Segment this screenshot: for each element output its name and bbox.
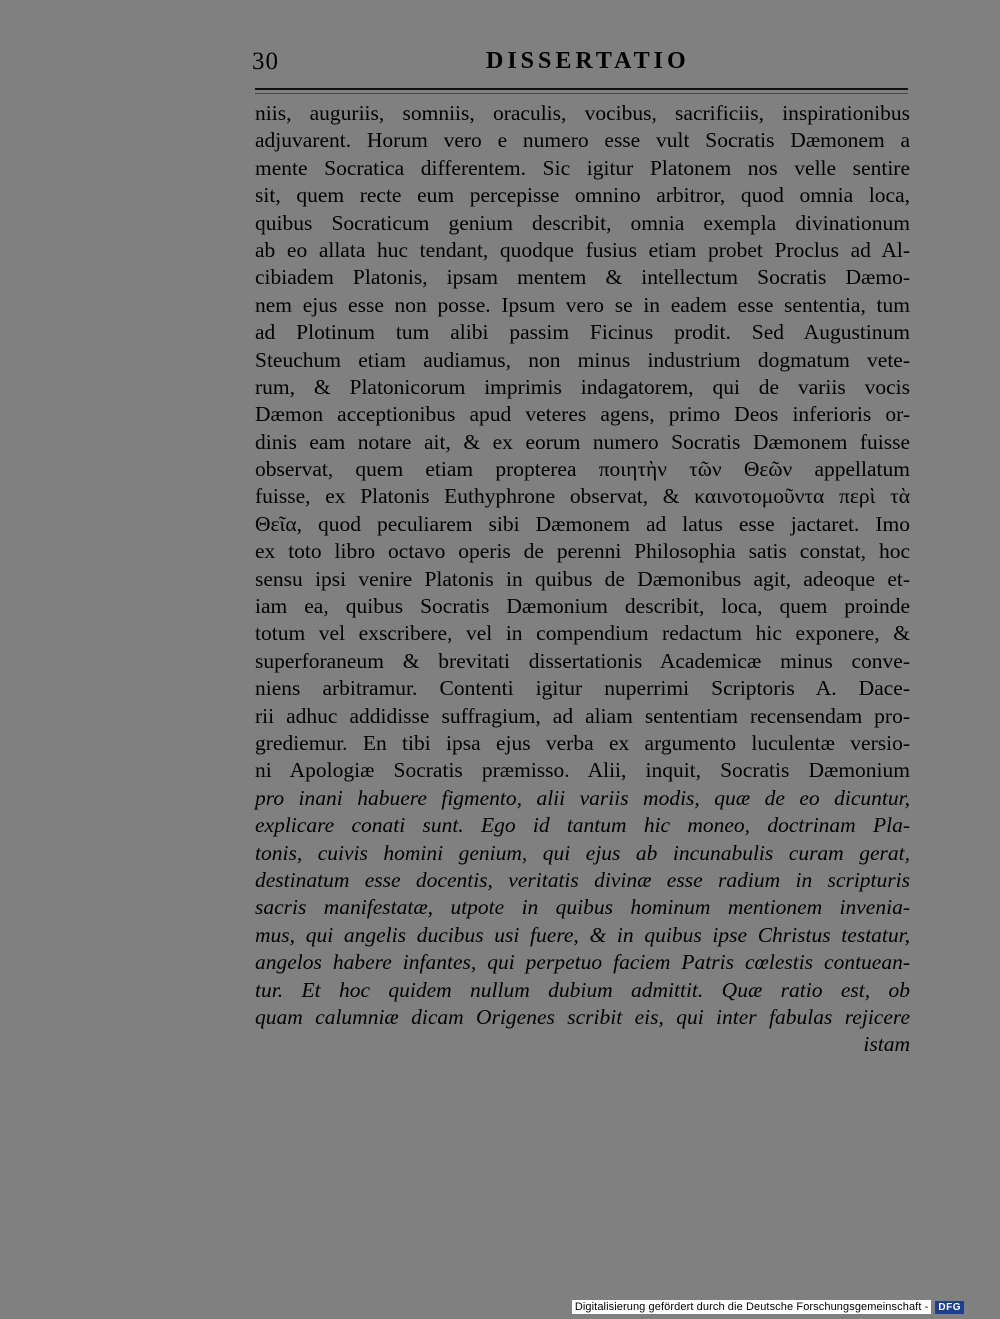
footer: [572, 1300, 964, 1314]
text-line: ad Plotinum tum alibi passim Ficinus prodit. Sed Augustinum: [255, 320, 910, 345]
text-line: grediemur. En tibi ipsa ejus verba ex argumento luculentæ versio-: [255, 730, 910, 755]
funding-note: Digitalisierung gefördert durch die Deutsche Forschungsgemeinschaft -: [572, 1300, 932, 1314]
text-line: ab eo allata huc tendant, quodque fusius etiam probet Proclus ad Al-: [255, 237, 910, 262]
text-line: ex toto libro octavo operis de perenni Philosophia satis constat, hoc: [255, 539, 910, 564]
text-line: ni Apologiæ Socratis præmisso. Alii, inquit, Socratis Dæmonium: [255, 758, 910, 783]
page-number: 30: [252, 48, 279, 75]
text-line: tur. Et hoc quidem nullum dubium admittit. Quæ ratio est, ob: [255, 977, 910, 1002]
text-line: destinatum esse docentis, veritatis divinæ esse radium in scripturis: [255, 867, 910, 892]
text-line: quibus Socraticum genium describit, omnia exempla divinationum: [255, 210, 910, 235]
text-line: mus, qui angelis ducibus usi fuere, & in quibus ipse Christus testatur,: [255, 922, 910, 947]
text-line: Steuchum etiam audiamus, non minus industrium dogmatum vete-: [255, 347, 910, 372]
text-line: iam ea, quibus Socratis Dæmonium describit, loca, quem proinde: [255, 594, 910, 619]
text-line: sensu ipsi venire Platonis in quibus de Dæmonibus agit, adeoque et-: [255, 566, 910, 591]
text-line: observat, quem etiam propterea ποιητὴν τῶν Θεῶν appellatum: [255, 457, 910, 482]
body-text: [255, 100, 910, 1059]
dfg-logo-icon: DFG: [935, 1301, 964, 1314]
text-line: niens arbitramur. Contenti igitur nuperrimi Scriptoris A. Dace-: [255, 676, 910, 701]
text-line: sit, quem recte eum percepisse omnino arbitror, quod omnia loca,: [255, 183, 910, 208]
text-line: rii adhuc addidisse suffragium, ad aliam sententiam recensendam pro-: [255, 703, 910, 728]
text-line: pro inani habuere figmento, alii variis modis, quæ de eo dicuntur,: [255, 785, 910, 810]
header-rule-secondary: [255, 93, 908, 94]
text-line: Dæmon acceptionibus apud veteres agens, primo Deos inferioris or-: [255, 402, 910, 427]
text-line: rum, & Platonicorum imprimis indagatorem, qui de variis vocis: [255, 374, 910, 399]
text-line: fuisse, ex Platonis Euthyphrone observat, & καινοτομοῦντα περὶ τὰ: [255, 484, 910, 509]
text-line: quam calumniæ dicam Origenes scribit eis, qui inter fabulas rejicere: [255, 1004, 910, 1029]
text-line: cibiadem Platonis, ipsam mentem & intellectum Socratis Dæmo-: [255, 265, 910, 290]
text-line: sacris manifestatæ, utpote in quibus hominum mentionem invenia-: [255, 895, 910, 920]
text-line: explicare conati sunt. Ego id tantum hic moneo, doctrinam Pla-: [255, 813, 910, 838]
text-line: nem ejus esse non posse. Ipsum vero se in eadem esse sententia, tum: [255, 292, 910, 317]
text-line: tonis, cuivis homini genium, qui ejus ab incunabulis curam gerat,: [255, 840, 910, 865]
header-rule: [255, 88, 908, 90]
running-title: DISSERTATIO: [486, 48, 690, 74]
text-line: angelos habere infantes, qui perpetuo faciem Patris cœlestis contuean-: [255, 950, 910, 975]
text-line: superforaneum & brevitati dissertationis Academicæ minus conve-: [255, 648, 910, 673]
text-line: mente Socratica differentem. Sic igitur Platonem nos velle sentire: [255, 155, 910, 180]
catchword: istam: [863, 1032, 910, 1057]
text-line: Θεῖα, quod peculiarem sibi Dæmonem ad latus esse jactaret. Imo: [255, 511, 910, 536]
text-line: adjuvarent. Horum vero e numero esse vult Socratis Dæmonem a: [255, 128, 910, 153]
text-line: dinis eam notare ait, & ex eorum numero Socratis Dæmonem fuisse: [255, 429, 910, 454]
text-line: totum vel exscribere, vel in compendium redactum hic exponere, &: [255, 621, 910, 646]
text-line: niis, auguriis, somniis, oraculis, vocibus, sacrificiis, inspirationibus: [255, 101, 910, 125]
